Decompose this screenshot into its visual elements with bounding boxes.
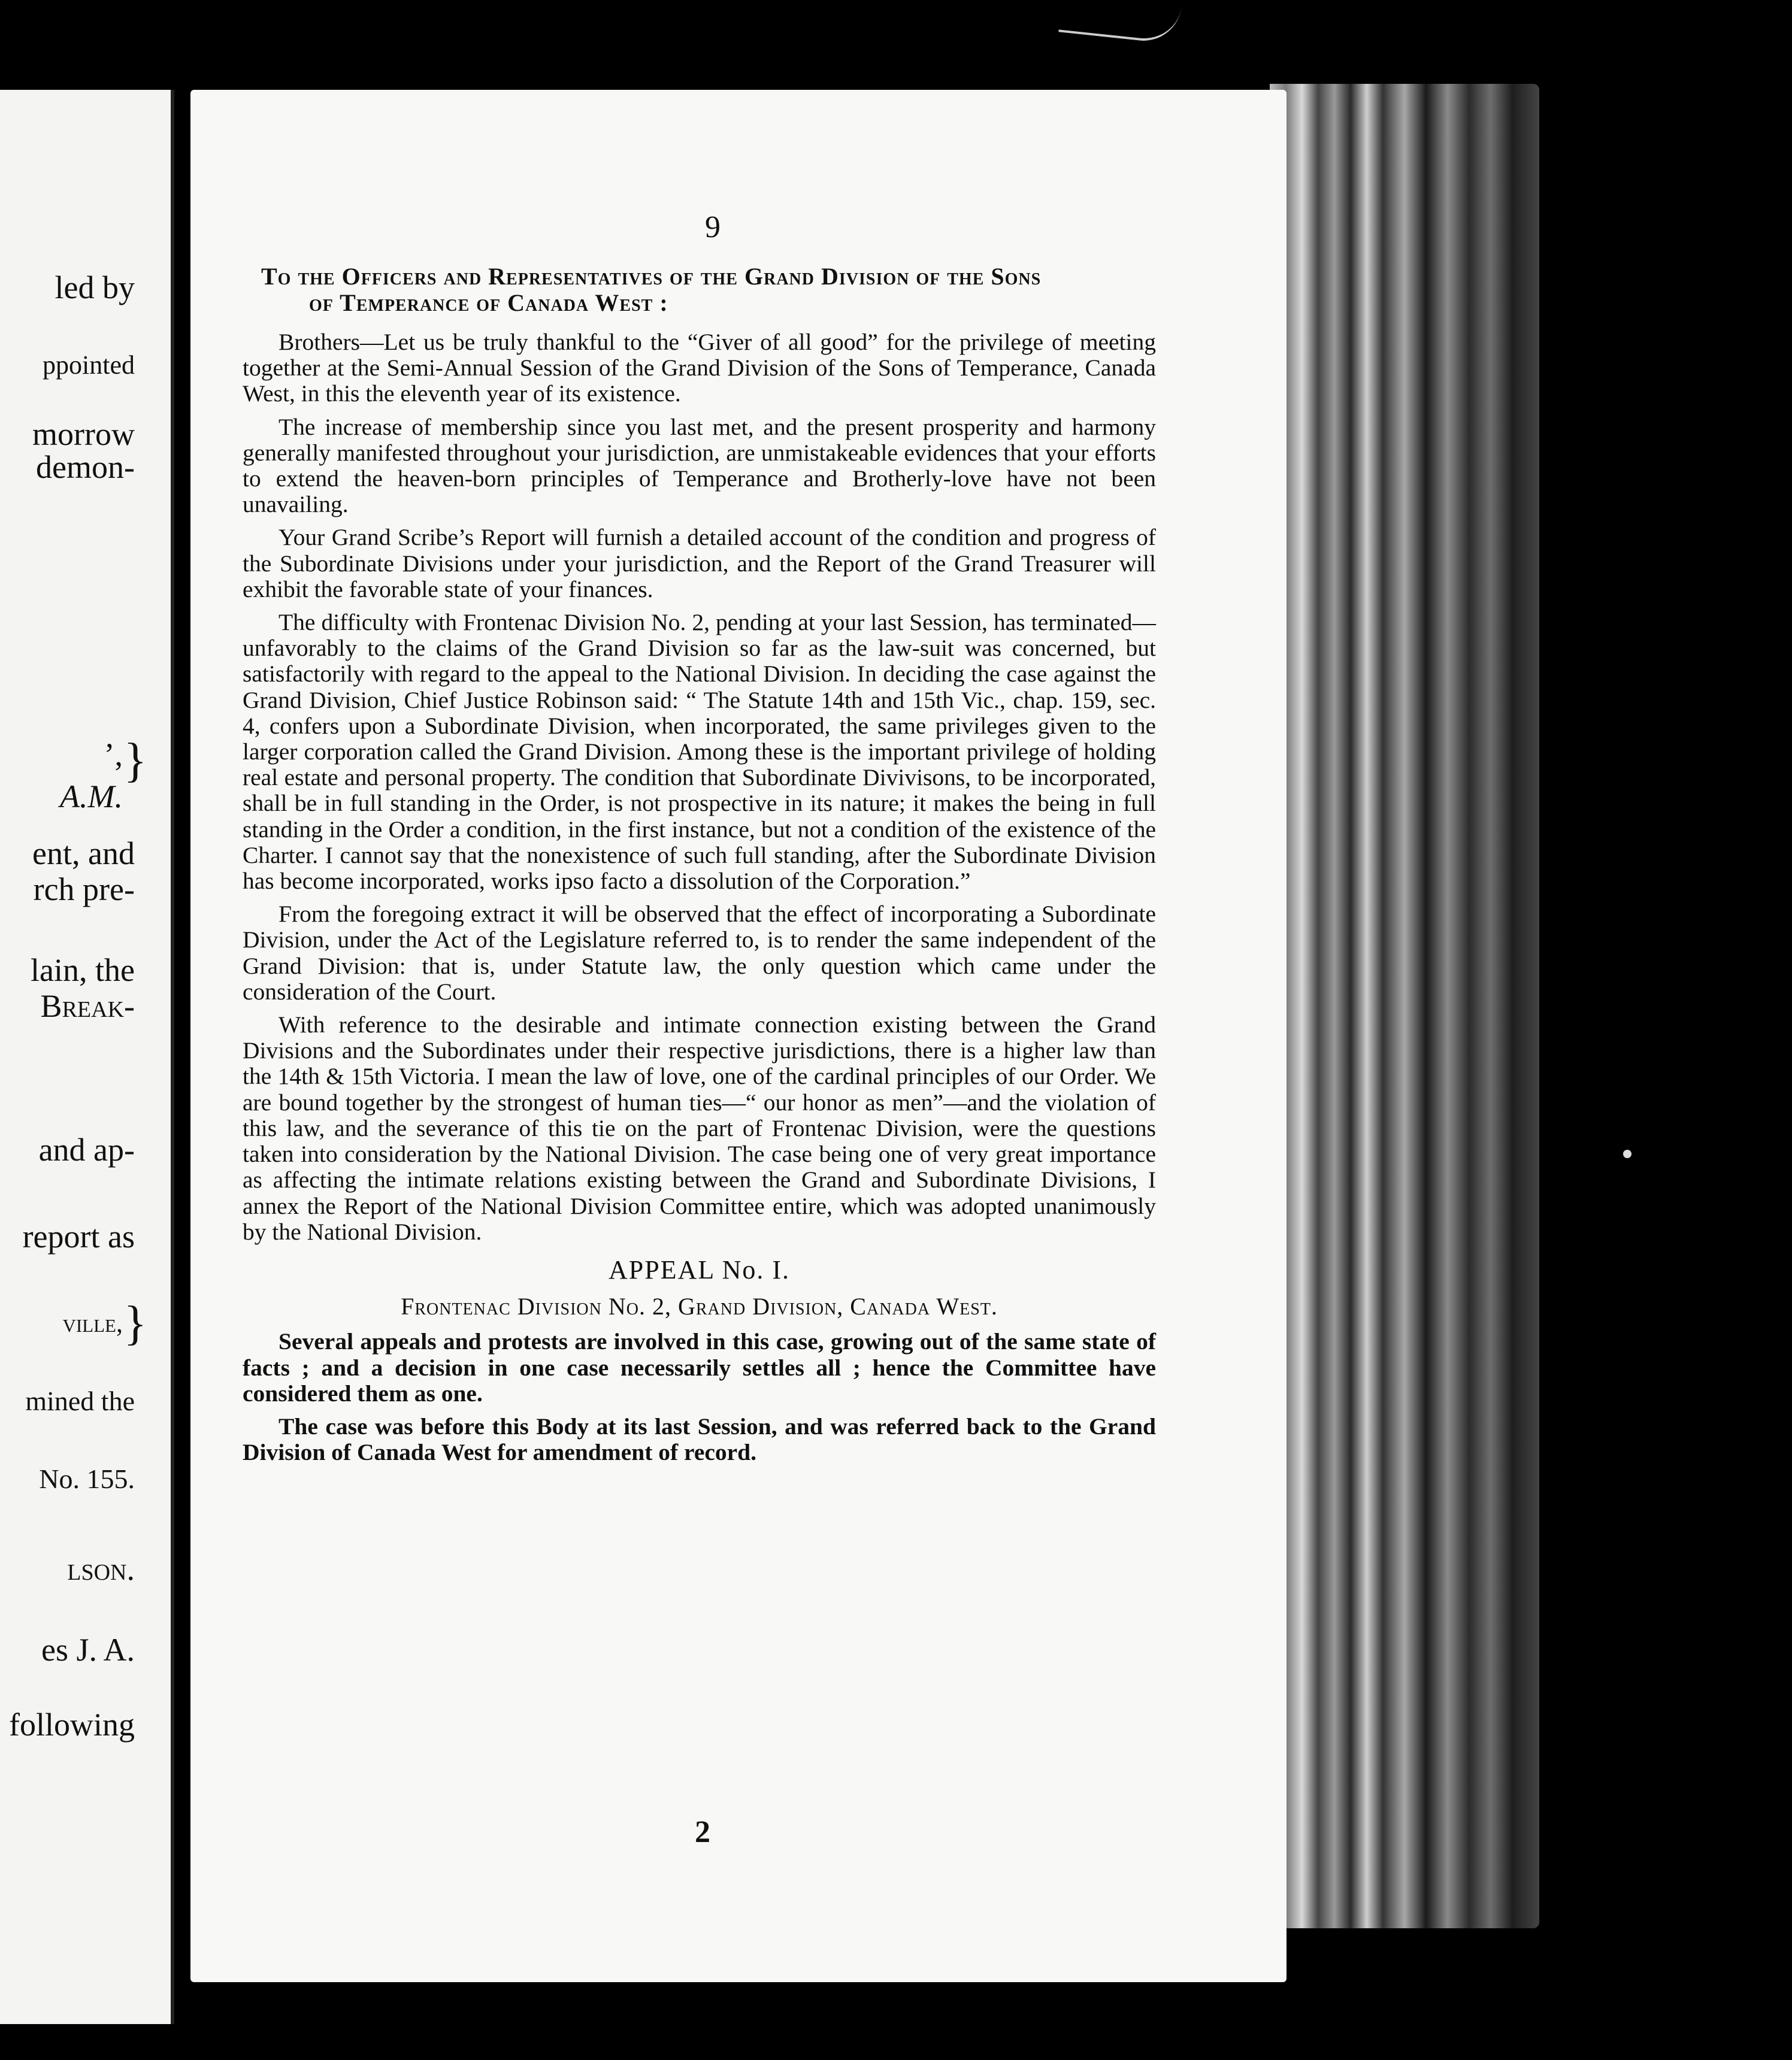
left-fragment-line: demon- bbox=[36, 449, 135, 485]
page-number: 9 bbox=[705, 210, 721, 244]
appeal-title: APPEAL No. I. bbox=[608, 1255, 791, 1285]
left-fragment-line: ’, bbox=[104, 737, 123, 772]
paragraph: With reference to the desirable and intimate connection existing between the Grand Divisions and the Subordinates under their respective jurisdictions, there is a higher law than the 14th & 15th Victoria. I mean the law of love, one of the cardinal principles of our Order. We are bound together by the strongest of human ties—“ our honor as men”—and the violation of this law, and the severance of this tie on the part of Frontenac Division, were the questions taken into consideration by the National Division. The case being one of very great importance as affecting the intimate relations existing between the Grand and Subordinate Divisions, I annex the Report of the National Division Committee entire, which was adopted unanimously by the National Division. bbox=[243, 1011, 1156, 1245]
left-fragment-line: following bbox=[9, 1707, 135, 1743]
paragraph: The difficulty with Frontenac Division No. 2, pending at your last Session, has terminated—unfavorably to the claims of the Grand Division so far as the law-suit was concerned, but satisfactorily with regard to the appeal to the National Division. In deciding the case against the Grand Division, Chief Justice Robinson said: “ The Statute 14th and 15th Vic., chap. 159, sec. 4, confers upon a Subordinate Division, when incorporated, the same privileges given to the larger corporation called the Grand Division. Among these is the important privilege of holding real estate and personal property. The condition that Subordinate Divivisons, to be incorporated, shall be in full standing in the Order, is not prospective in its nature; it makes the being in full standing in the Order a condition, in the first instance, but not a condition of the existence of the Charter. I cannot say that the nonexistence of such full standing, after the Subordinate Division has become incorporated, works ipso facto a dissolution of the Corporation.” bbox=[243, 609, 1156, 895]
page-heading bbox=[261, 263, 1160, 316]
left-fragment-line: mined the bbox=[25, 1386, 135, 1416]
heading-line-2: of Temperance of Canada West : bbox=[309, 289, 668, 316]
left-fragment-line: No. 155. bbox=[39, 1464, 135, 1494]
appeal-paragraph: The case was before this Body at its last Session, and was referred back to the Grand Division of Canada West for amendment of record. bbox=[243, 1413, 1156, 1466]
left-fragment-line: led by bbox=[55, 269, 135, 305]
heading-line-1: To the Officers and Representatives of the Grand Division of the Sons bbox=[261, 263, 1042, 290]
paragraph: Brothers—Let us be truly thankful to the “Giver of all good” for the privilege of meeting together at the Semi-Annual Session of the Grand Division of the Sons of Temperance, Canada West, in this the eleventh year of its existence. bbox=[243, 329, 1156, 407]
body-text bbox=[243, 329, 1156, 1473]
left-fragment-line: A.M. bbox=[60, 778, 123, 814]
appeal-subtitle: Frontenac Division No. 2, Grand Division, Canada West. bbox=[401, 1293, 998, 1320]
left-fragment-line: rch pre- bbox=[33, 871, 135, 907]
brace-glyph: } bbox=[123, 734, 147, 787]
left-fragment-line: es J. A. bbox=[41, 1632, 135, 1668]
paragraph: Your Grand Scribe’s Report will furnish a detailed account of the condition and progress of the Subordinate Divisions under your jurisdiction, and the Report of the Grand Treasurer will exhibit the favorable state of your finances. bbox=[243, 524, 1156, 602]
appeal-paragraph: Several appeals and protests are involved in this case, growing out of the same state of facts ; and a decision in one case necessarily settles all ; hence the Committee have considered them as one. bbox=[243, 1328, 1156, 1407]
left-fragment-line: lain, the bbox=[31, 952, 135, 988]
left-fragment-line: and ap- bbox=[38, 1132, 135, 1168]
scratch-mark bbox=[1058, 0, 1182, 44]
signature-mark: 2 bbox=[695, 1815, 710, 1849]
dust-speck bbox=[1623, 1150, 1631, 1158]
brace-glyph: } bbox=[123, 1297, 147, 1350]
book-page-edges bbox=[1270, 84, 1539, 1928]
paragraph: From the foregoing extract it will be observed that the effect of incorporating a Subordinate Division, under the Act of the Legislature referred to, is to render the same independent of the Grand Division: that is, under Statute law, the only question which came under the consideration of the Court. bbox=[243, 901, 1156, 1005]
paragraph: The increase of membership since you last met, and the present prosperity and harmony generally manifested throughout your jurisdiction, are unmistakeable evidences that your efforts to extend the heaven-born principles of Temperance and Brotherly-love have not been unavailing. bbox=[243, 413, 1156, 518]
left-fragment-line: ent, and bbox=[32, 835, 135, 871]
left-fragment-line: ppointed bbox=[43, 350, 135, 380]
left-fragment-line: ville, bbox=[62, 1308, 123, 1338]
left-fragment-line: lson. bbox=[67, 1551, 135, 1587]
left-fragment-line: Break- bbox=[40, 988, 135, 1024]
left-fragment-line: morrow bbox=[32, 416, 135, 452]
left-fragment-line: report as bbox=[22, 1219, 135, 1255]
left-page-fragment bbox=[0, 90, 174, 2024]
